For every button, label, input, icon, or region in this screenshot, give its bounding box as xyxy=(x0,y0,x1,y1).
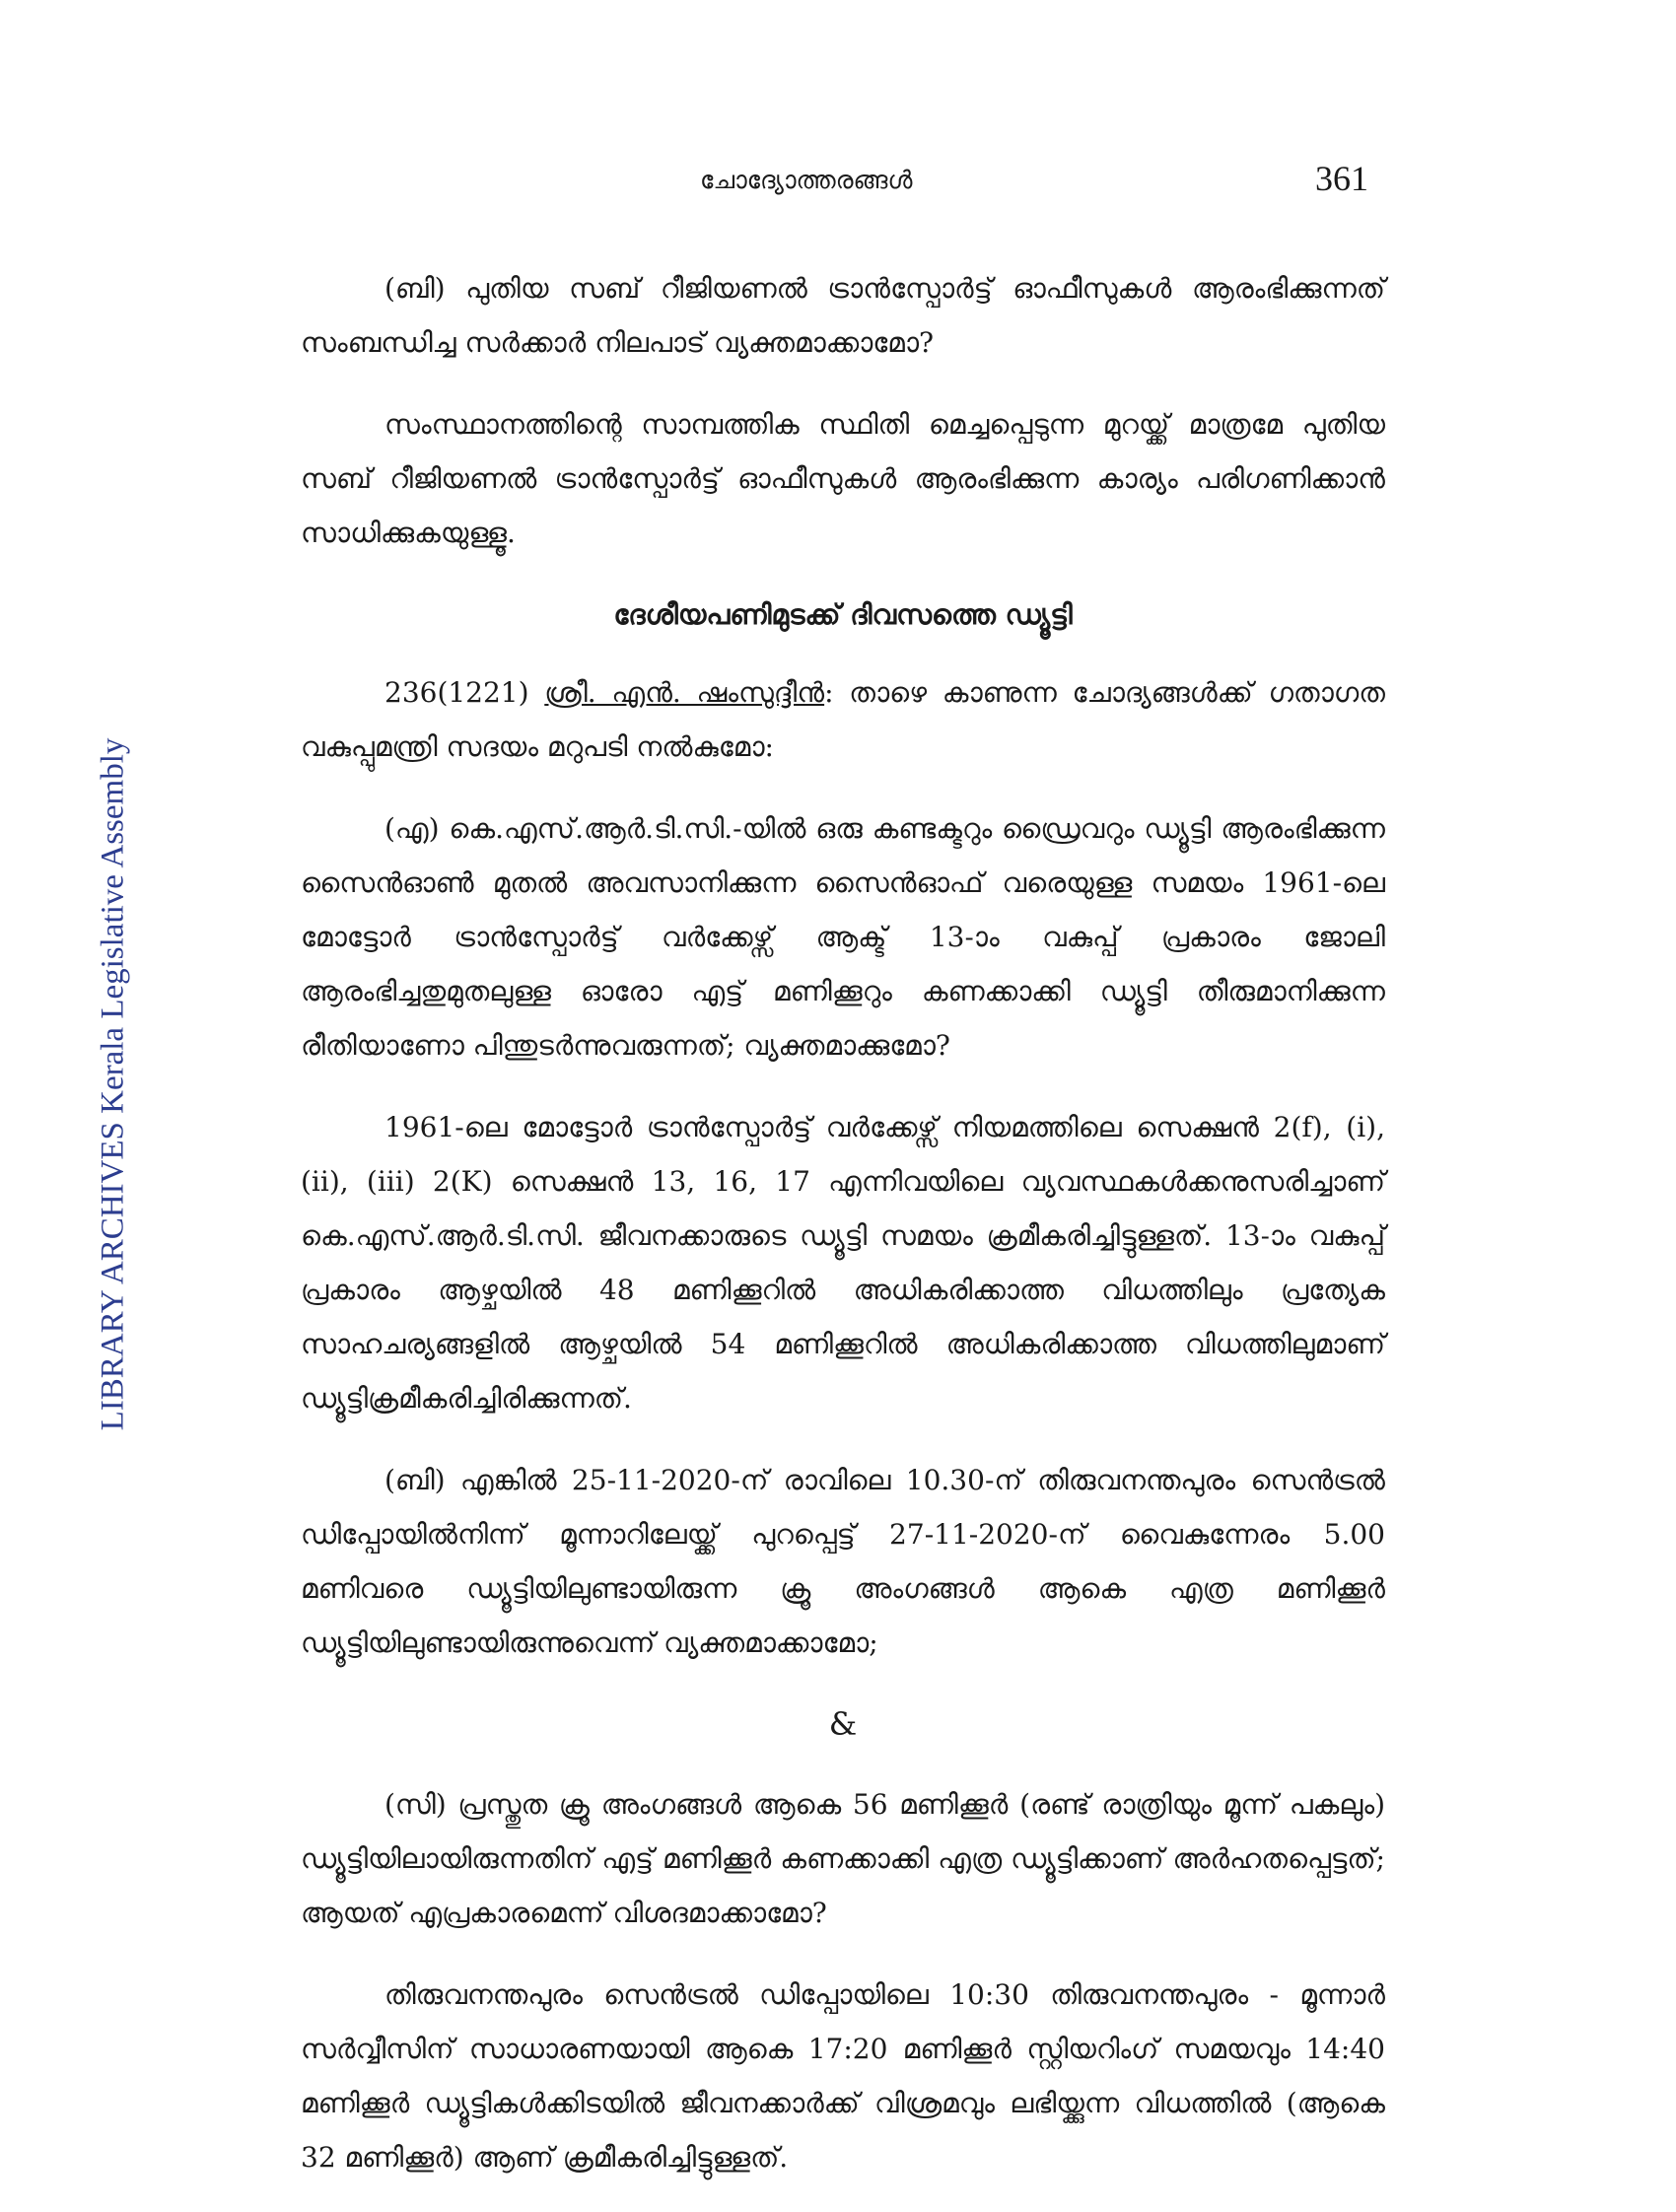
answer-a-paragraph: 1961-ലെ മോട്ടോർ ട്രാൻസ്പോർട്ട് വർക്കേഴ്സ് നിയമത്തിലെ സെക്ഷൻ 2(f), (i), (ii), (iii) 2(K) സെക്ഷൻ 13, 16, 17 എന്നിവയിലെ വ്യവസ്ഥകൾക്കനുസരിച്ചാണ് കെ.എസ്.ആർ.ടി.സി. ജീവനക്കാരുടെ ഡ്യൂട്ടി സമയം ക്രമീകരിച്ചിട്ടുള്ളത്. 13-ാം വകുപ്പ് പ്രകാരം ആഴ്ചയിൽ 48 മണിക്കൂറിൽ അധികരിക്കാത്ത വിധത്തിലും പ്രത്യേക സാഹചര്യങ്ങളിൽ ആഴ്ചയിൽ 54 മണിക്കൂറിൽ അധികരിക്കാത്ത വിധത്തിലുമാണ് ഡ്യൂട്ടിക്രമീകരിച്ചിരിക്കുന്നത്. xyxy=(301,1111,1385,1415)
question-b-paragraph: (ബി) പുതിയ സബ് റീജിയണൽ ട്രാൻസ്പോർട്ട് ഓഫീസുകൾ ആരംഭിക്കുന്നത് സംബന്ധിച്ച സർക്കാർ നിലപാട് വ്യക്തമാക്കാമോ? xyxy=(301,272,1385,359)
question-number: 236(1221) xyxy=(384,676,529,709)
question-intro-paragraph xyxy=(301,665,1385,774)
question-intro-text: : താഴെ കാണുന്ന ചോദ്യങ്ങൾക്ക് ഗതാഗത വകുപ്പുമന്ത്രി സദയം മറുപടി നൽകുമോ: xyxy=(301,676,1386,763)
question-b2-paragraph: (ബി) എങ്കിൽ 25-11-2020-ന് രാവിലെ 10.30-ന് തിരുവനന്തപുരം സെൻട്രൽ ഡിപ്പോയിൽനിന്ന് മൂന്നാറിലേയ്ക്ക് പുറപ്പെട്ട് 27-11-2020-ന് വൈകുന്നേരം 5.00 മണിവരെ ഡ്യൂട്ടിയിലുണ്ടായിരുന്ന ക്രൂ അംഗങ്ങൾ ആകെ എത്ര മണിക്കൂർ ഡ്യൂട്ടിയിലുണ്ടായിരുന്നുവെന്ന് വ്യക്തമാക്കാമോ; xyxy=(301,1464,1385,1659)
page-number: 361 xyxy=(1315,159,1368,198)
answer-bc-paragraph: തിരുവനന്തപുരം സെൻട്രൽ ഡിപ്പോയിലെ 10:30 തിരുവനന്തപുരം - മൂന്നാർ സർവ്വീസിന് സാധാരണയായി ആകെ 17:20 മണിക്കൂർ സ്റ്റിയറിംഗ് സമയവും 14:40 മണിക്കൂർ ഡ്യൂട്ടികൾക്കിടയിൽ ജീവനക്കാർക്ക് വിശ്രമവും ലഭിയ്ക്കുന്ന വിധത്തിൽ (ആകെ 32 മണിക്കൂർ) ആണ് ക്രമീകരിച്ചിട്ടുള്ളത്. xyxy=(301,1978,1385,2174)
section-heading: ദേശീയപണിമുടക്ക് ദിവസത്തെ ഡ്യൂട്ടി xyxy=(613,598,1073,631)
question-a-paragraph: (എ) കെ.എസ്.ആർ.ടി.സി.-യിൽ ഒരു കണ്ടക്ടറും ഡ്രൈവറും ഡ്യൂട്ടി ആരംഭിക്കുന്ന സൈൻഓൺ മുതൽ അവസാനിക്കുന്ന സൈൻഓഫ് വരെയുള്ള സമയം 1961-ലെ മോട്ടോർ ട്രാൻസ്പോർട്ട് വർക്കേഴ്സ് ആക്ട് 13-ാം വകുപ്പ് പ്രകാരം ജോലി ആരംഭിച്ചതുമുതലുള്ള ഓരോ എട്ട് മണിക്കൂറും കണക്കാക്കി ഡ്യൂട്ടി തീരുമാനിക്കുന്ന രീതിയാണോ പിന്തുടർന്നുവരുന്നത്; വ്യക്തമാക്കുമോ? xyxy=(301,812,1385,1062)
ampersand-separator: & xyxy=(828,1705,858,1743)
document-body xyxy=(301,261,1385,2212)
answer-b-paragraph: സംസ്ഥാനത്തിന്റെ സാമ്പത്തിക സ്ഥിതി മെച്ചപ്പെടുന്ന മുറയ്ക്ക് മാത്രമേ പുതിയ സബ് റീജിയണൽ ട്രാൻസ്പോർട്ട് ഓഫീസുകൾ ആരംഭിക്കുന്ന കാര്യം പരിഗണിക്കാൻ സാധിക്കുകയുള്ളൂ. xyxy=(301,408,1385,549)
member-name: ശ്രീ. എൻ. ഷംസുദ്ദീൻ xyxy=(544,676,825,709)
library-archives-watermark: LIBRARY ARCHIVES Kerala Legislative Assembly xyxy=(95,737,131,1431)
page-header xyxy=(0,158,1676,197)
running-head: ചോദ്യോത്തരങ്ങൾ xyxy=(700,166,913,194)
question-c-paragraph: (സി) പ്രസ്തുത ക്രൂ അംഗങ്ങൾ ആകെ 56 മണിക്കൂർ (രണ്ട് രാത്രിയും മൂന്ന് പകലും) ഡ്യൂട്ടിയിലായിരുന്നതിന് എട്ട് മണിക്കൂർ കണക്കാക്കി എത്ര ഡ്യൂട്ടിക്കാണ് അർഹതപ്പെട്ടത്; ആയത് എപ്രകാരമെന്ന് വിശദമാക്കാമോ? xyxy=(301,1788,1385,1929)
